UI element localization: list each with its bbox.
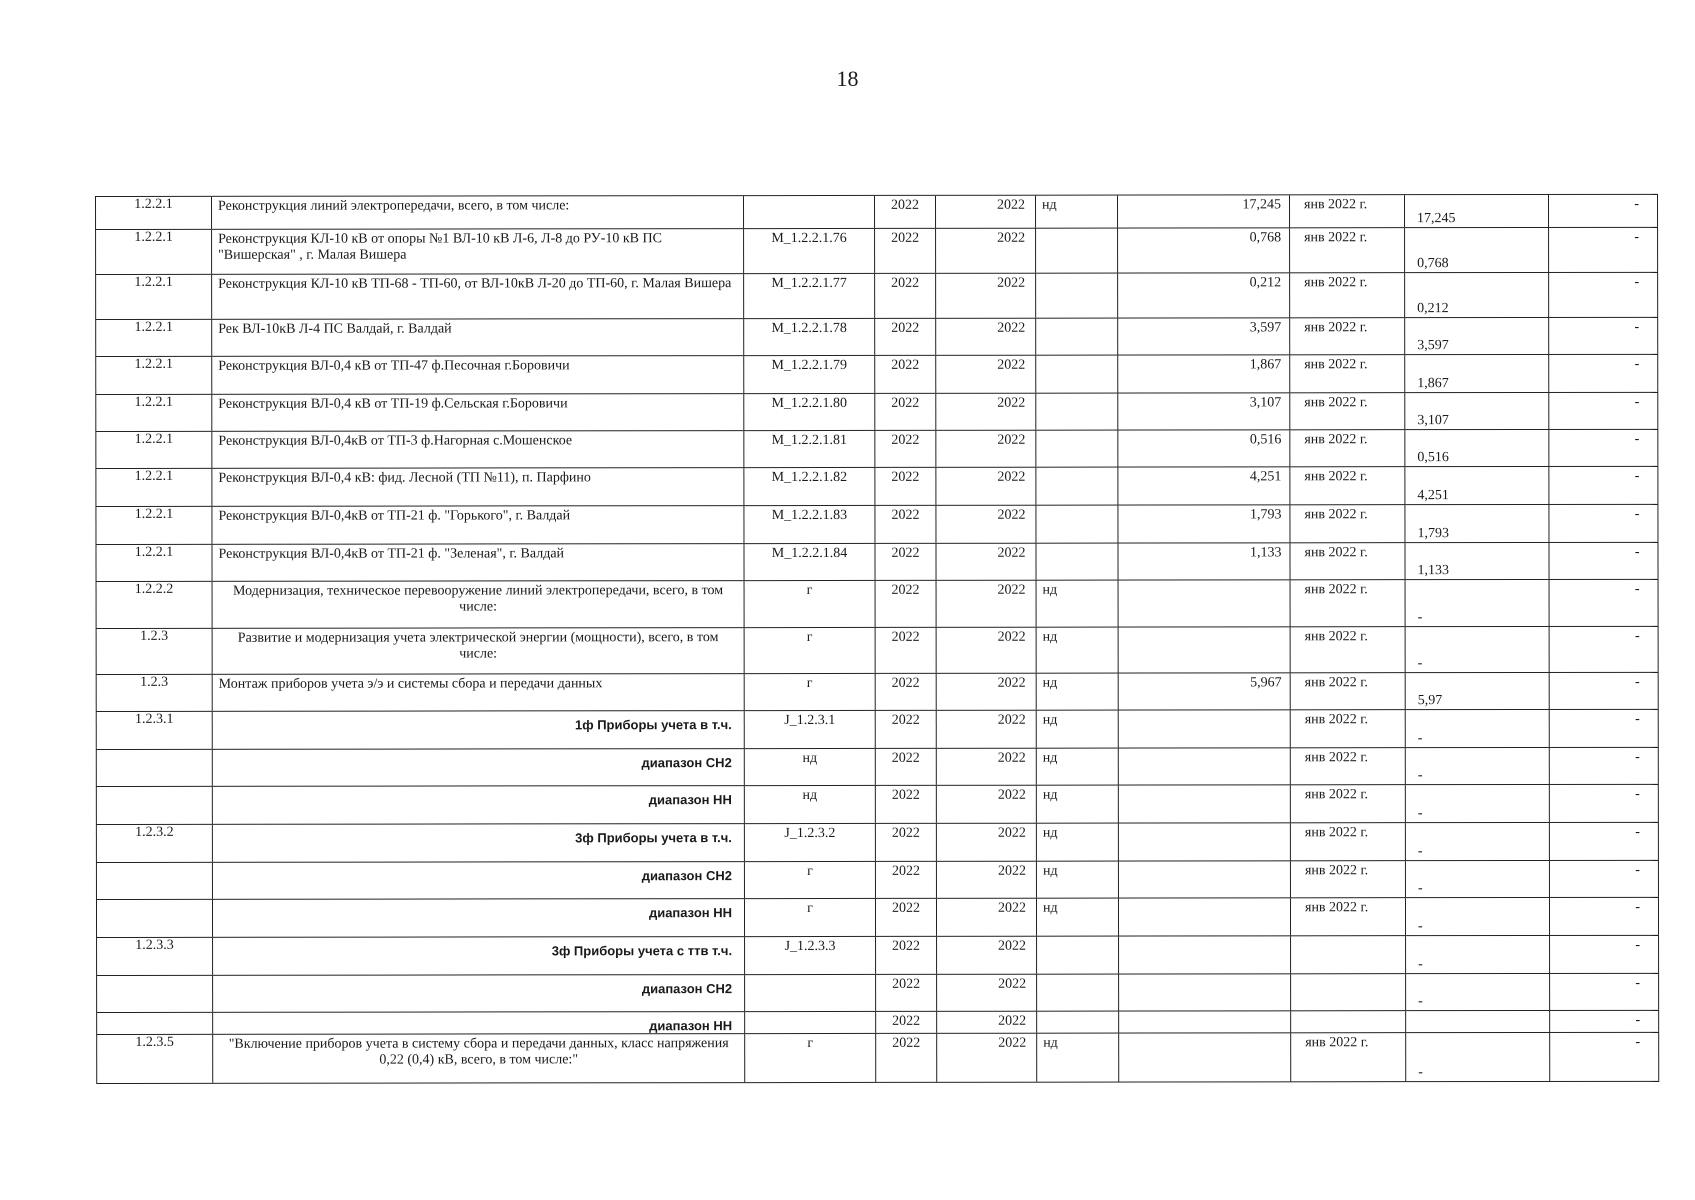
row-date: янв 2022 г. [1289,467,1404,504]
row-name: диапазон НН [212,899,744,937]
row-year-end: 2022 [936,1012,1036,1033]
row-identifier: М_1.2.2.1.80 [743,394,874,430]
row-identifier: нд [744,749,875,785]
row-value: 0,768 [1117,228,1289,272]
row-dash: - [1548,430,1658,466]
row-identifier [744,1012,875,1033]
row-year-start: 2022 [874,229,935,273]
row-dash: - [1548,318,1658,354]
row-value-secondary-text: - [1418,919,1423,935]
row-code: 1.2.2.1 [95,395,211,431]
row-nd [1036,937,1118,974]
row-date: янв 2022 г. [1289,318,1404,354]
row-dash: - [1549,1033,1659,1081]
row-value-secondary-text: 3,107 [1417,413,1449,429]
row-value-secondary [1405,627,1549,672]
table-row [96,935,1659,975]
row-value-secondary-text: - [1418,994,1423,1010]
row-nd: нд [1036,862,1118,898]
table-row [96,747,1659,786]
row-identifier: М_1.2.2.1.82 [743,468,874,505]
row-year-end: 2022 [935,274,1035,318]
row-nd [1035,506,1117,543]
row-code [96,900,212,937]
row-name: Реконструкция ВЛ-0,4 кВ от ТП-47 ф.Песочная г.Боровичи [211,356,743,394]
row-identifier: г [744,1034,875,1082]
row-dash: - [1548,273,1658,317]
row-year-start: 2022 [875,975,936,1011]
row-identifier: г [744,862,875,898]
table-row [96,784,1659,824]
row-year-start: 2022 [875,937,936,974]
row-value [1118,861,1290,897]
row-date: янв 2022 г. [1290,673,1405,709]
row-name: Реконструкция ВЛ-0,4кВ от ТП-21 ф. "Горького", г. Валдай [211,506,743,544]
row-value-secondary-text: 1,867 [1417,376,1449,392]
row-nd: нд [1036,1034,1118,1082]
row-code: 1.2.3 [96,675,212,711]
row-value-secondary [1405,974,1549,1010]
row-year-start: 2022 [874,356,935,393]
row-year-start: 2022 [875,1034,936,1082]
row-year-end: 2022 [936,937,1036,974]
row-name: "Включение приборов учета в систему сбора и передачи данных, класс напряжения 0,22 (0,4) кВ, всего, в том числе:" [212,1034,744,1083]
row-value-secondary-text: 5,97 [1417,693,1443,709]
table-row [95,317,1658,356]
row-value: 1,793 [1117,505,1289,542]
row-name: Реконструкция ВЛ-0,4кВ от ТП-21 ф. "Зеленая", г. Валдай [211,544,743,581]
row-value-secondary-text: - [1417,881,1423,897]
row-nd: нд [1036,824,1118,861]
row-year-end: 2022 [935,229,1035,273]
table-row [95,504,1658,544]
row-year-end: 2022 [936,899,1036,936]
row-dash: - [1548,355,1658,392]
row-identifier: М_1.2.2.1.79 [743,356,874,393]
row-value [1118,823,1290,860]
row-nd: нд [1036,581,1118,627]
row-dash: - [1549,898,1659,935]
row-name: Реконструкция КЛ-10 кВ от опоры №1 ВЛ-10 кВ Л-6, Л-8 до РУ-10 кВ ПС "Вишерская" , г. Малая Вишера [211,229,743,274]
row-code: 1.2.2.1 [95,545,211,581]
row-year-end: 2022 [936,749,1036,785]
row-name: Реконструкция линий электропередачи, всего, в том числе: [211,196,743,229]
row-value: 3,597 [1117,318,1289,354]
row-value [1118,785,1290,822]
row-nd [1035,319,1117,355]
row-nd: нд [1036,899,1118,936]
row-year-start: 2022 [875,581,936,627]
row-identifier: М_1.2.2.1.78 [743,319,874,355]
row-year-end: 2022 [936,975,1036,1011]
row-value: 3,107 [1117,393,1289,429]
row-date [1290,1011,1405,1032]
row-name: диапазон НН [212,786,744,824]
row-value-secondary-text: - [1417,610,1423,626]
row-year-end: 2022 [935,356,1035,393]
row-value-secondary [1405,673,1549,709]
table-row [96,626,1659,674]
row-code: 1.2.3.2 [96,825,212,862]
row-value: 0,516 [1117,430,1289,466]
row-name: Реконструкция ВЛ-0,4 кВ от ТП-19 ф.Сельская г.Боровичи [211,394,743,431]
row-nd: нд [1035,196,1117,228]
table-row [95,466,1658,506]
row-date: янв 2022 г. [1290,580,1405,626]
row-year-end: 2022 [935,544,1035,580]
row-identifier: М_1.2.2.1.83 [743,506,874,543]
row-value-secondary-text: 17,245 [1417,211,1456,227]
row-nd [1035,431,1117,467]
row-name: диапазон СН2 [212,975,744,1012]
row-date: янв 2022 г. [1289,273,1404,317]
row-identifier: г [744,899,875,936]
row-value [1118,1033,1290,1081]
row-value [1118,710,1290,747]
row-name: диапазон СН2 [212,749,744,786]
row-nd [1035,468,1117,505]
row-nd [1035,394,1117,430]
row-year-end: 2022 [936,674,1036,710]
row-year-start: 2022 [874,274,935,318]
row-date: янв 2022 г. [1289,195,1404,227]
row-dash: - [1548,543,1658,579]
row-identifier: М_1.2.2.1.81 [743,431,874,467]
row-nd: нд [1036,711,1118,748]
row-year-end: 2022 [936,824,1036,861]
row-year-end: 2022 [935,468,1035,505]
row-date: янв 2022 г. [1289,393,1404,429]
row-nd [1035,356,1117,393]
row-value-secondary-text: - [1417,731,1423,747]
row-identifier: М_1.2.2.1.84 [743,544,874,580]
row-value-secondary [1404,505,1548,542]
row-date: янв 2022 г. [1290,1033,1405,1081]
row-value-secondary [1404,430,1548,466]
row-name: Реконструкция КЛ-10 кВ ТП-68 - ТП-60, от ВЛ-10кВ Л-20 до ТП-60, г. Малая Вишера [211,274,743,319]
row-year-start: 2022 [875,899,936,936]
row-dash: - [1548,467,1658,504]
row-value-secondary [1405,1033,1549,1081]
row-date: янв 2022 г. [1290,627,1405,672]
row-year-end: 2022 [936,581,1036,627]
row-date: янв 2022 г. [1290,861,1405,897]
row-date: янв 2022 г. [1290,748,1405,784]
row-value [1118,580,1290,626]
row-value-secondary [1404,355,1548,392]
row-value: 5,967 [1118,673,1290,709]
row-value-secondary-text: 0,768 [1417,256,1449,272]
row-nd [1035,544,1117,580]
row-value-secondary-text: - [1417,656,1423,672]
row-value-secondary-text: - [1417,844,1423,860]
table-row [95,354,1658,394]
row-code: 1.2.2.1 [95,357,211,394]
row-code: 1.2.2.2 [96,582,212,628]
row-value: 17,245 [1117,195,1289,227]
row-date: янв 2022 г. [1289,543,1404,579]
row-value-secondary-text: - [1417,768,1423,784]
row-code [96,976,212,1012]
row-year-end: 2022 [936,862,1036,898]
row-code: 1.2.2.1 [95,432,211,468]
row-year-end: 2022 [935,196,1035,228]
row-value-secondary [1405,580,1549,626]
row-value [1118,936,1290,973]
row-dash: - [1549,785,1659,822]
row-year-end: 2022 [936,628,1036,673]
row-identifier [743,196,874,228]
row-identifier: нд [744,786,875,823]
row-date: янв 2022 г. [1290,785,1405,822]
row-dash: - [1549,710,1659,747]
row-name: Монтаж приборов учета э/э и системы сбора и передачи данных [212,674,744,711]
row-date: янв 2022 г. [1289,430,1404,466]
data-table [95,194,1659,1099]
row-nd [1035,229,1117,273]
row-year-start: 2022 [874,468,935,505]
row-date: янв 2022 г. [1289,505,1404,542]
row-dash: - [1549,580,1659,626]
table-row [96,1010,1659,1034]
row-code: 1.2.2.1 [95,507,211,544]
row-dash: - [1549,861,1659,897]
row-code [96,863,212,899]
row-value-secondary [1405,823,1549,860]
row-identifier [744,975,875,1011]
row-code [96,750,212,786]
row-nd: нд [1036,786,1118,823]
row-year-start: 2022 [874,544,935,580]
row-year-start: 2022 [875,711,936,748]
row-dash: - [1548,195,1658,227]
row-value-secondary [1404,318,1548,354]
table-row [96,1032,1659,1084]
table-row [96,672,1659,711]
row-nd [1036,975,1118,1011]
row-year-end: 2022 [935,394,1035,430]
row-value [1118,627,1290,672]
row-year-end: 2022 [935,506,1035,543]
row-dash: - [1549,673,1659,709]
row-nd [1035,274,1117,318]
page-number: 18 [836,66,859,91]
row-name: 3ф Приборы учета с ттв т.ч. [212,937,744,975]
row-identifier: г [744,674,875,710]
row-dash: - [1549,974,1659,1010]
row-nd [1036,1012,1118,1033]
row-value-secondary [1404,393,1548,429]
table-row [95,429,1658,468]
row-year-start: 2022 [874,394,935,430]
row-code: 1.2.3 [96,629,212,674]
row-identifier: г [744,581,875,627]
row-code [96,1013,212,1034]
row-value-secondary-text: 1,133 [1417,563,1450,579]
row-value-secondary-text: - [1417,806,1423,822]
row-value-secondary [1405,748,1549,784]
row-identifier: J_1.2.3.1 [744,711,875,748]
row-dash: - [1549,936,1659,973]
row-code: 1.2.3.1 [96,712,212,749]
row-year-end: 2022 [935,319,1035,355]
row-year-start: 2022 [874,506,935,543]
row-value: 1,867 [1117,355,1289,392]
row-value-secondary [1404,228,1548,272]
row-name: диапазон СН2 [212,862,744,899]
row-identifier: М_1.2.2.1.77 [743,274,874,318]
row-dash: - [1549,627,1659,672]
row-code: 1.2.2.1 [95,320,211,356]
row-date: янв 2022 г. [1290,823,1405,860]
row-code: 1.2.2.1 [95,275,211,319]
row-date [1290,974,1405,1010]
row-identifier: г [744,628,875,673]
row-value: 1,133 [1117,543,1289,579]
table-row [95,542,1658,581]
table-row [95,392,1658,431]
row-name: Реконструкция ВЛ-0,4 кВ: фид. Лесной (ТП №11), п. Парфино [211,468,743,506]
row-year-start: 2022 [874,319,935,355]
row-value-secondary-text: 4,251 [1417,488,1449,504]
row-nd: нд [1036,674,1118,710]
row-value: 0,212 [1117,273,1289,317]
row-year-start: 2022 [875,628,936,673]
row-value [1118,748,1290,784]
table-row [96,822,1659,862]
row-value [1118,898,1290,935]
row-date: янв 2022 г. [1289,355,1404,392]
row-identifier: J_1.2.3.3 [744,937,875,974]
table-row [96,709,1659,749]
row-value [1118,974,1290,1010]
row-name: Развитие и модернизация учета электрической энергии (мощности), всего, в том числе: [212,628,744,674]
row-value-secondary [1405,936,1549,973]
row-year-start: 2022 [875,749,936,785]
row-year-end: 2022 [935,431,1035,467]
row-year-start: 2022 [875,824,936,861]
table-row [96,973,1659,1012]
row-dash: - [1548,393,1658,429]
row-value-secondary [1404,467,1548,504]
row-value [1118,1011,1290,1032]
row-value-secondary [1405,785,1549,822]
row-year-end: 2022 [936,711,1036,748]
row-identifier: М_1.2.2.1.76 [743,229,874,273]
row-year-start: 2022 [874,431,935,467]
row-name: Реконструкция ВЛ-0,4кВ от ТП-3 ф.Нагорная с.Мошенское [211,431,743,468]
row-value-secondary [1405,1011,1549,1032]
row-name: 1ф Приборы учета в т.ч. [212,711,744,749]
row-value-secondary-text: - [1418,957,1423,973]
row-value-secondary-text: 1,793 [1417,526,1449,542]
row-code: 1.2.3.5 [96,1035,212,1083]
row-year-end: 2022 [936,786,1036,823]
row-dash: - [1549,823,1659,860]
row-date: янв 2022 г. [1290,898,1405,935]
row-value-secondary-text: 3,597 [1417,338,1449,354]
row-year-start: 2022 [875,1012,936,1033]
row-value-secondary [1405,861,1549,897]
row-code: 1.2.2.1 [95,469,211,506]
table-row [96,897,1659,937]
row-year-start: 2022 [875,674,936,710]
table-row [95,227,1658,274]
row-value: 4,251 [1117,467,1289,504]
row-nd: нд [1036,628,1118,673]
row-value-secondary [1405,710,1549,747]
row-name: Модернизация, техническое перевооружение линий электропередачи, всего, в том числе: [212,581,744,628]
row-value-secondary-text: - [1418,1065,1423,1081]
row-code [96,787,212,824]
row-year-end: 2022 [936,1034,1036,1082]
table-row [95,272,1658,319]
row-year-start: 2022 [875,862,936,898]
table-row [96,860,1659,899]
row-date: янв 2022 г. [1290,710,1405,747]
row-code: 1.2.2.1 [95,197,211,229]
row-dash: - [1548,505,1658,542]
row-value-secondary [1405,898,1549,935]
row-value-secondary [1404,273,1548,317]
row-name: 3ф Приборы учета в т.ч. [212,824,744,862]
row-name: Рек ВЛ-10кВ Л-4 ПС Валдай, г. Валдай [211,319,743,356]
row-value-secondary [1404,543,1548,579]
row-year-start: 2022 [875,786,936,823]
row-year-start: 2022 [874,196,935,228]
row-dash: - [1549,1011,1659,1032]
row-code: 1.2.2.1 [95,230,211,274]
row-date: янв 2022 г. [1289,228,1404,272]
row-dash: - [1549,748,1659,784]
row-value-secondary-text: 0,212 [1417,301,1449,317]
row-nd: нд [1036,749,1118,785]
table-row [96,579,1659,628]
row-code: 1.2.3.3 [96,938,212,975]
row-identifier: J_1.2.3.2 [744,824,875,861]
row-value-secondary [1404,195,1548,227]
row-date [1290,936,1405,973]
row-value-secondary-text: 0,516 [1417,450,1449,466]
row-name: диапазон НН [212,1012,744,1034]
row-dash: - [1548,228,1658,272]
table-row [95,194,1658,229]
